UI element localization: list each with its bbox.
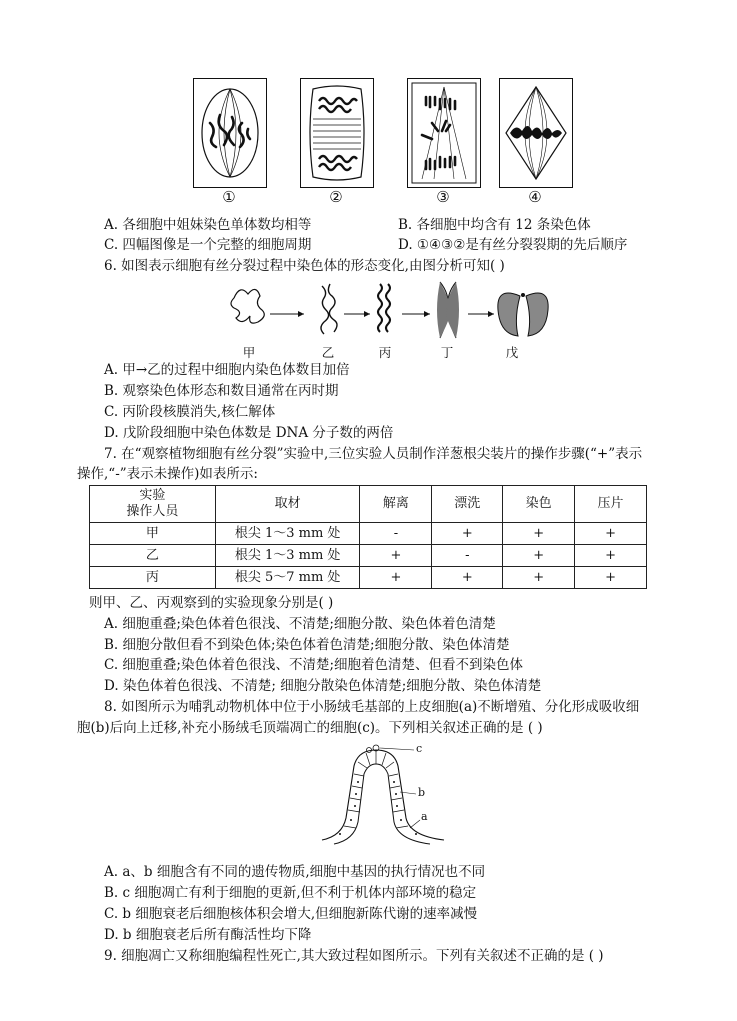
q5-option-a: A. 各细胞中姐妹染色单体数均相等 [104, 217, 312, 233]
villus-label-a: a [421, 810, 428, 823]
experiment-table [89, 485, 647, 589]
q7-stem-line2: 操作,“-”表示未操作)如表所示: [77, 466, 258, 482]
q7-option-c: C. 细胞重叠;染色体着色很浅、不清楚;细胞着色清楚、但看不到染色体 [104, 657, 524, 673]
table-cell: + [575, 567, 647, 589]
table-header-cell: 解离 [360, 486, 432, 523]
table-cell: 乙 [90, 545, 216, 567]
figure-label-4: ④ [528, 188, 542, 206]
villus-label-c: c [416, 742, 423, 755]
figure-label-3: ③ [436, 188, 450, 206]
q8-option-d: D. b 细胞衰老后所有酶活性均下降 [104, 927, 312, 943]
cell-figure-2 [300, 78, 374, 188]
table-cell: - [360, 523, 432, 545]
intestinal-villus-figure [318, 744, 448, 846]
q5-option-d: D. ①④③②是有丝分裂裂期的先后顺序 [398, 237, 628, 253]
stage-label-jia: 甲 [242, 345, 256, 360]
table-row [90, 545, 647, 567]
q8-option-b: B. c 细胞凋亡有利于细胞的更新,但不利于机体内部环境的稳定 [104, 885, 477, 901]
q8-option-a: A. a、b 细胞含有不同的遗传物质,细胞中基因的执行情况也不同 [104, 864, 486, 880]
table-header-operator [90, 486, 216, 523]
table-cell: + [575, 523, 647, 545]
stage-label-ding: 丁 [440, 345, 454, 360]
table-cell: 根尖 1～3 mm 处 [215, 523, 360, 545]
table-cell: + [432, 523, 503, 545]
table-cell: 丙 [90, 567, 216, 589]
table-cell: + [432, 567, 503, 589]
table-cell: + [360, 567, 432, 589]
stage-label-yi: 乙 [321, 345, 335, 360]
q6-option-a: A. 甲→乙的过程中细胞内染色体数目加倍 [104, 362, 350, 378]
q9-stem: 9. 细胞凋亡又称细胞编程性死亡,其大致过程如图所示。下列有关叙述不正确的是 ( ) [104, 948, 604, 964]
q6-stem: 6. 如图表示细胞有丝分裂过程中染色体的形态变化,由图分析可知( ) [104, 258, 505, 274]
stage-label-bing: 丙 [378, 345, 392, 360]
table-cell: + [575, 545, 647, 567]
table-header-operator-line2: 操作人员 [126, 504, 179, 519]
q6-option-c: C. 丙阶段核膜消失,核仁解体 [104, 404, 276, 420]
table-header-cell: 漂洗 [432, 486, 503, 523]
cell-figure-3 [407, 78, 481, 188]
q8-stem-line2: 胞(b)后向上迁移,补充小肠绒毛顶端凋亡的细胞(c)。下列相关叙述正确的是 ( ) [77, 720, 543, 736]
cell-figure-1 [193, 78, 267, 188]
q7-stem-line1: 7. 在“观察植物细胞有丝分裂”实验中,三位实验人员制作洋葱根尖装片的操作步骤(“+”表示 [104, 446, 643, 462]
q6-option-b: B. 观察染色体形态和数目通常在丙时期 [104, 383, 339, 399]
q7-option-d: D. 染色体着色很浅、不清楚; 细胞分散染色体清楚;细胞分散、染色体清楚 [104, 678, 542, 694]
figure-label-2: ② [329, 188, 343, 206]
table-cell: - [432, 545, 503, 567]
table-cell: 甲 [90, 523, 216, 545]
q7-question: 则甲、乙、丙观察到的实验现象分别是( ) [89, 595, 334, 611]
table-row [90, 523, 647, 545]
q5-option-b: B. 各细胞中均含有 12 条染色体 [398, 217, 591, 233]
table-header-cell: 取材 [215, 486, 360, 523]
table-cell: 根尖 5～7 mm 处 [215, 567, 360, 589]
q5-option-c: C. 四幅图像是一个完整的细胞周期 [104, 237, 312, 253]
table-cell: + [360, 545, 432, 567]
q7-option-b: B. 细胞分散但看不到染色体;染色体着色清楚;细胞分散、染色体清楚 [104, 637, 510, 653]
table-cell: + [503, 567, 575, 589]
q8-option-c: C. b 细胞衰老后细胞核体积会增大,但细胞新陈代谢的速率减慢 [104, 906, 478, 922]
chromosome-stages-figure [226, 278, 556, 342]
figure-label-1: ① [222, 188, 236, 206]
table-cell: + [503, 523, 575, 545]
q7-option-a: A. 细胞重叠;染色体着色很浅、不清楚;细胞分散、染色体着色清楚 [104, 616, 496, 632]
q6-option-d: D. 戊阶段细胞中染色体数是 DNA 分子数的两倍 [104, 425, 394, 441]
villus-label-b: b [418, 786, 426, 799]
table-row [90, 567, 647, 589]
q8-stem-line1: 8. 如图所示为哺乳动物机体中位于小肠绒毛基部的上皮细胞(a)不断增殖、分化形成吸收细 [104, 699, 640, 715]
table-cell: + [503, 545, 575, 567]
table-cell: 根尖 1～3 mm 处 [215, 545, 360, 567]
table-header-operator-line1: 实验 [139, 488, 166, 503]
cell-figure-4 [499, 78, 573, 188]
table-header-cell: 染色 [503, 486, 575, 523]
table-header-row [90, 486, 647, 523]
table-header-cell: 压片 [575, 486, 647, 523]
stage-label-wu: 戊 [505, 345, 519, 360]
